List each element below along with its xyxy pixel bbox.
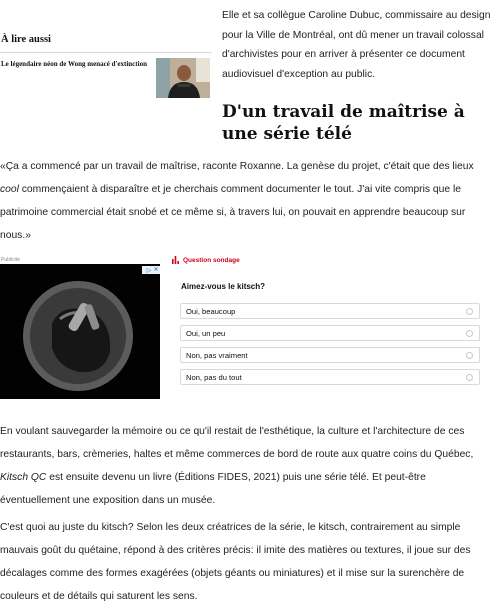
article-paragraph-1: [0, 155, 494, 247]
radio-button[interactable]: [466, 374, 473, 381]
emphasis-text: cool: [0, 184, 19, 195]
paragraph-text: En voulant sauvegarder la mémoire ou ce qu'il restait de l'esthétique, la culture et l'architecture de ces restaurants, bars, crèmeries, haltes et même commerces de bord de route aux quatre coins du Québec,: [0, 426, 474, 460]
intro-paragraph: Elle et sa collègue Caroline Dubuc, commissaire au design pour la Ville de Montréal, ont dû mener un travail colossal d'archivistes pour en arriver à présenter ce document audiovisuel d'exception au public.: [222, 10, 491, 80]
person-photo-icon: [156, 58, 210, 98]
poll-question: Aimez-vous le kitsch?: [181, 282, 266, 291]
adchoices-icon[interactable]: ▷: [142, 266, 156, 274]
section-heading: D'un travail de maîtrise à une série télé: [222, 102, 465, 144]
related-articles-sidebar: [0, 0, 214, 110]
poll-option[interactable]: [180, 369, 480, 385]
article-paragraph-3: C'est quoi au juste du kitsch? Selon les deux créatrices de la série, le kitsch, contrairement au simple mauvais goût du quétaine, répond à des critères précis: il imite des matières ou textures, il joue sur des décalages comme des formes exagérées (objets géants ou miniatures) et il mise sur la surenchère de couleurs et de détails qui saturent les sens.: [0, 522, 471, 602]
bar-chart-icon: [172, 256, 179, 264]
poll-option[interactable]: [180, 303, 480, 319]
poll-option-label: Non, pas vraiment: [186, 351, 248, 360]
advertisement-image[interactable]: [0, 264, 160, 399]
paragraph-text: est ensuite devenu un livre (Éditions FIDES, 2021) puis une série télé. Et peut-être éventuellement une exposition dans un musée.: [0, 472, 426, 506]
poll-option-label: Oui, un peu: [186, 329, 226, 338]
article-paragraph-2: [0, 420, 494, 512]
poll-option-label: Oui, beaucoup: [186, 307, 236, 316]
related-article-thumbnail[interactable]: [156, 58, 210, 98]
radio-button[interactable]: [466, 352, 473, 359]
related-articles-heading: À lire aussi: [1, 34, 51, 45]
poll-option-label: Non, pas du tout: [186, 373, 242, 382]
ad-label: Publicité: [1, 257, 20, 263]
radio-button[interactable]: [466, 308, 473, 315]
poll-tag-label: Question sondage: [183, 256, 240, 264]
paragraph-text: «Ça a commencé par un travail de maîtrise, raconte Roxanne. La genèse du projet, c'était que des lieux: [0, 161, 474, 172]
sidebar-divider: [0, 52, 212, 53]
radio-button[interactable]: [466, 330, 473, 337]
poll-tag: [172, 256, 240, 264]
poll-option[interactable]: [180, 347, 480, 363]
poll-widget: [170, 252, 488, 392]
ad-visual: [0, 264, 160, 399]
emphasis-text: Kitsch QC: [0, 472, 47, 483]
poll-option[interactable]: [180, 325, 480, 341]
paragraph-text: commençaient à disparaître et je cherchais comment documenter le tout. J'ai vite compris que le patrimoine commercial était snobé et ce même si, à travers lui, on pouvait en apprendre beaucoup sur nous.»: [0, 184, 466, 241]
related-article-link[interactable]: Le légendaire néon de Wong menacé d'extinction: [1, 60, 147, 68]
ad-close-icon[interactable]: ✕: [153, 267, 159, 273]
